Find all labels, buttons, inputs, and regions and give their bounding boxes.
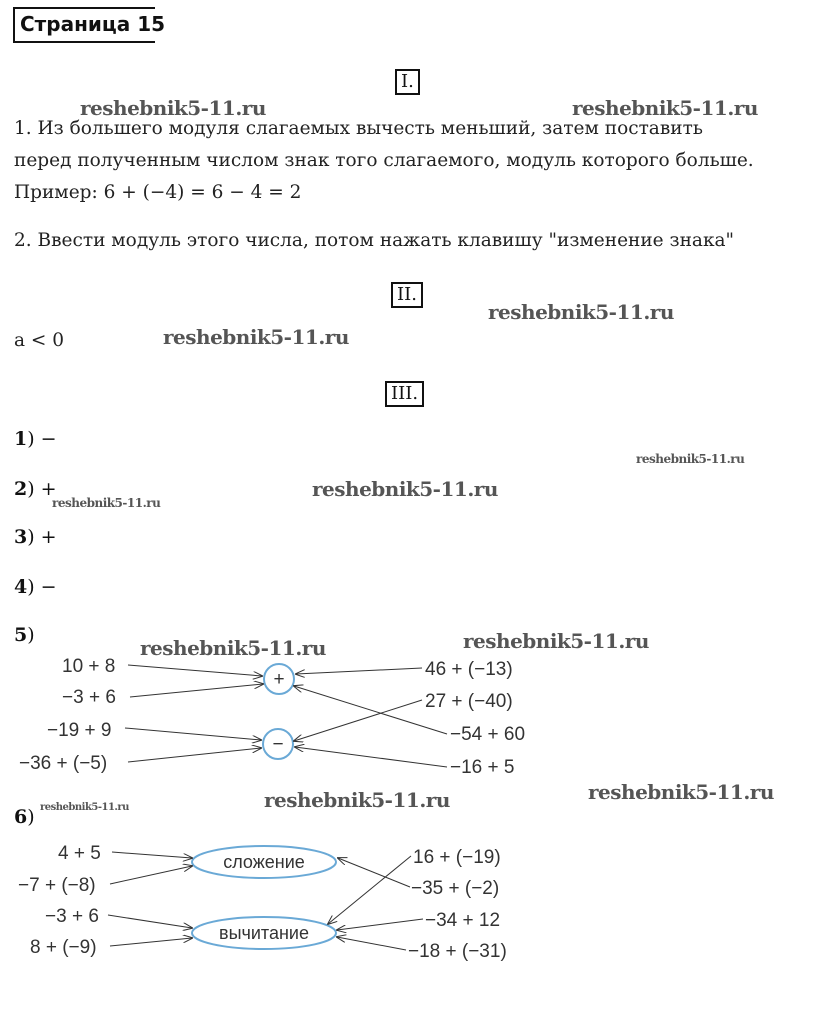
d5-arrow <box>125 728 261 740</box>
d5-left-1: 10 + 8 <box>62 656 116 677</box>
page-title-border-left <box>13 7 15 41</box>
plus-sign: + <box>273 669 285 690</box>
d6-arrow <box>338 858 410 887</box>
d6-right-3: −34 + 12 <box>425 910 501 931</box>
page-title: Страница 15 <box>20 12 166 36</box>
watermark: reshebnik5-11.ru <box>52 496 161 510</box>
d6-left-3: −3 + 6 <box>45 906 99 927</box>
d6-arrow <box>110 938 192 946</box>
diagram-6 <box>0 836 540 971</box>
d5-arrow <box>130 684 263 697</box>
minus-sign: − <box>272 734 284 755</box>
d6-right-2: −35 + (−2) <box>411 878 500 899</box>
section-one-example: Пример: 6 + (−4) = 6 − 4 = 2 <box>14 182 302 203</box>
answer-4: 4) − <box>14 576 57 598</box>
answer-3: 3) + <box>14 526 57 548</box>
d5-arrow <box>128 665 262 676</box>
watermark: reshebnik5-11.ru <box>636 452 745 466</box>
diagram-5 <box>0 640 560 790</box>
d6-arrow <box>328 856 411 924</box>
watermark: reshebnik5-11.ru <box>163 325 349 349</box>
d6-arrow <box>108 915 192 928</box>
section-one-item1-line2: перед полученным числом знак того слагаемого, модуль которого больше. <box>14 150 754 171</box>
d6-arrow <box>110 866 192 884</box>
section-one-label: I. <box>395 69 420 95</box>
watermark: reshebnik5-11.ru <box>488 300 674 324</box>
page-title-border-top <box>13 7 155 9</box>
section-three-label: III. <box>385 381 424 407</box>
d5-arrow <box>296 668 422 674</box>
watermark: reshebnik5-11.ru <box>463 629 649 653</box>
watermark: reshebnik5-11.ru <box>80 96 266 120</box>
watermark: reshebnik5-11.ru <box>588 780 774 804</box>
d6-left-1: 4 + 5 <box>58 843 101 864</box>
d6-left-4: 8 + (−9) <box>30 937 97 958</box>
section-one-item2: 2. Ввести модуль этого числа, потом нажать клавишу "изменение знака" <box>14 230 735 251</box>
d5-left-4: −36 + (−5) <box>19 753 108 774</box>
watermark: reshebnik5-11.ru <box>40 802 129 813</box>
d6-right-1: 16 + (−19) <box>413 847 501 868</box>
section-one-item1-line1: 1. Из большего модуля слагаемых вычесть меньший, затем поставить <box>14 118 703 139</box>
answer-1: 1) − <box>14 428 57 450</box>
d5-right-3: −54 + 60 <box>450 724 526 745</box>
answer-6: 6) <box>14 806 35 828</box>
d6-arrow <box>112 852 192 858</box>
page-title-border-bottom <box>13 41 155 43</box>
d5-arrow <box>128 748 261 762</box>
d5-right-4: −16 + 5 <box>450 757 515 778</box>
addition-label: сложение <box>223 852 305 872</box>
watermark: reshebnik5-11.ru <box>572 96 758 120</box>
d5-left-2: −3 + 6 <box>62 687 116 708</box>
answer-5: 5) <box>14 624 35 646</box>
d6-arrow <box>337 937 406 950</box>
d6-arrow <box>337 919 423 930</box>
subtraction-label: вычитание <box>219 923 309 943</box>
section-two-answer: a < 0 <box>14 330 65 351</box>
section-two-label: II. <box>391 282 423 308</box>
d6-left-2: −7 + (−8) <box>18 875 96 896</box>
answer-2: 2) + <box>14 478 57 500</box>
d5-arrow <box>295 747 447 767</box>
d5-left-3: −19 + 9 <box>47 720 112 741</box>
watermark: reshebnik5-11.ru <box>140 636 326 660</box>
watermark: reshebnik5-11.ru <box>264 788 450 812</box>
d5-right-1: 46 + (−13) <box>425 659 513 680</box>
d6-right-4: −18 + (−31) <box>408 941 507 962</box>
d5-right-2: 27 + (−40) <box>425 691 513 712</box>
watermark: reshebnik5-11.ru <box>312 477 498 501</box>
